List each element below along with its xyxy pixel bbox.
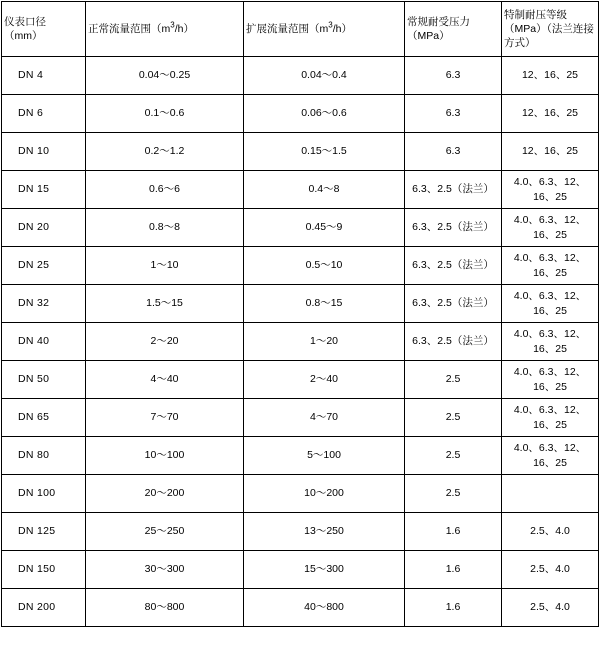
- cell-diameter: DN 10: [2, 133, 86, 171]
- table-row: [2, 551, 599, 589]
- cell-standard-pressure: 2.5: [405, 399, 502, 437]
- cell-standard-pressure: 2.5: [405, 361, 502, 399]
- cell-standard-pressure: 6.3、2.5（法兰）: [405, 171, 502, 209]
- cell-extended-flow: 4～70: [244, 399, 405, 437]
- cell-standard-pressure: 6.3、2.5（法兰）: [405, 209, 502, 247]
- cell-normal-flow: 7～70: [86, 399, 244, 437]
- column-header-diameter-pre: 仪表口径（m: [4, 15, 46, 42]
- cell-extended-flow: 10～200: [244, 475, 405, 513]
- cell-diameter: DN 100: [2, 475, 86, 513]
- table-header: [2, 2, 599, 57]
- table-row: [2, 133, 599, 171]
- cell-normal-flow: 20～200: [86, 475, 244, 513]
- cell-extended-flow: 0.4～8: [244, 171, 405, 209]
- table-row: [2, 513, 599, 551]
- cell-standard-pressure: 1.6: [405, 589, 502, 627]
- cell-normal-flow: 0.1～0.6: [86, 95, 244, 133]
- cell-special-pressure: 4.0、6.3、12、16、25: [502, 361, 599, 399]
- column-header-normal-flow-pre: 正常流量范围（m: [88, 22, 171, 35]
- column-header-special-pressure: 特制耐压等级（MPa）（法兰连接方式）: [502, 2, 599, 57]
- cell-standard-pressure: 2.5: [405, 437, 502, 475]
- column-header-diameter: [2, 2, 86, 57]
- flowmeter-spec-table: [1, 1, 599, 627]
- cell-extended-flow: 0.8～15: [244, 285, 405, 323]
- cell-extended-flow: 0.04～0.4: [244, 57, 405, 95]
- table-row: [2, 437, 599, 475]
- cell-normal-flow: 0.2～1.2: [86, 133, 244, 171]
- table-row: [2, 247, 599, 285]
- cell-special-pressure: 4.0、6.3、12、16、25: [502, 171, 599, 209]
- cell-diameter: DN 4: [2, 57, 86, 95]
- cell-extended-flow: 13～250: [244, 513, 405, 551]
- cell-special-pressure: 4.0、6.3、12、16、25: [502, 399, 599, 437]
- cell-normal-flow: 1.5～15: [86, 285, 244, 323]
- cell-standard-pressure: 6.3: [405, 95, 502, 133]
- cell-special-pressure: 4.0、6.3、12、16、25: [502, 437, 599, 475]
- column-header-extended-flow: [244, 2, 405, 57]
- table-row: [2, 95, 599, 133]
- column-header-normal-flow-post: /h）: [174, 22, 194, 35]
- table-row: [2, 475, 599, 513]
- cell-diameter: DN 20: [2, 209, 86, 247]
- table-row: [2, 361, 599, 399]
- cell-standard-pressure: 6.3、2.5（法兰）: [405, 247, 502, 285]
- cell-diameter: DN 200: [2, 589, 86, 627]
- table-row: [2, 285, 599, 323]
- cell-normal-flow: 30～300: [86, 551, 244, 589]
- cell-special-pressure: 4.0、6.3、12、16、25: [502, 247, 599, 285]
- cell-special-pressure: 12、16、25: [502, 95, 599, 133]
- cell-diameter: DN 80: [2, 437, 86, 475]
- cell-normal-flow: 80～800: [86, 589, 244, 627]
- cell-special-pressure: 4.0、6.3、12、16、25: [502, 209, 599, 247]
- cell-special-pressure: 12、16、25: [502, 133, 599, 171]
- column-header-extended-flow-sup: 3: [328, 20, 333, 30]
- spec-table-sheet: [0, 1, 600, 661]
- table-body: [2, 57, 599, 627]
- column-header-normal-flow-sup: 3: [170, 20, 175, 30]
- cell-extended-flow: 0.45～9: [244, 209, 405, 247]
- cell-normal-flow: 2～20: [86, 323, 244, 361]
- cell-special-pressure: 4.0、6.3、12、16、25: [502, 285, 599, 323]
- cell-standard-pressure: 6.3: [405, 133, 502, 171]
- cell-special-pressure: 2.5、4.0: [502, 551, 599, 589]
- cell-extended-flow: 1～20: [244, 323, 405, 361]
- cell-normal-flow: 1～10: [86, 247, 244, 285]
- table-header-row: [2, 2, 599, 57]
- cell-special-pressure: 2.5、4.0: [502, 513, 599, 551]
- cell-normal-flow: 4～40: [86, 361, 244, 399]
- cell-extended-flow: 0.06～0.6: [244, 95, 405, 133]
- column-header-standard-pressure: 常规耐受压力（MPa）: [405, 2, 502, 57]
- cell-standard-pressure: 1.6: [405, 551, 502, 589]
- column-header-extended-flow-post: /h）: [332, 22, 352, 35]
- cell-standard-pressure: 1.6: [405, 513, 502, 551]
- cell-diameter: DN 32: [2, 285, 86, 323]
- table-row: [2, 209, 599, 247]
- cell-diameter: DN 25: [2, 247, 86, 285]
- cell-diameter: DN 40: [2, 323, 86, 361]
- cell-normal-flow: 0.8～8: [86, 209, 244, 247]
- cell-special-pressure: 2.5、4.0: [502, 589, 599, 627]
- cell-diameter: DN 65: [2, 399, 86, 437]
- cell-normal-flow: 10～100: [86, 437, 244, 475]
- column-header-normal-flow: [86, 2, 244, 57]
- column-header-extended-flow-pre: 扩展流量范围（m: [246, 22, 329, 35]
- cell-standard-pressure: 6.3: [405, 57, 502, 95]
- cell-standard-pressure: 2.5: [405, 475, 502, 513]
- cell-normal-flow: 25～250: [86, 513, 244, 551]
- cell-special-pressure: [502, 475, 599, 513]
- cell-standard-pressure: 6.3、2.5（法兰）: [405, 285, 502, 323]
- cell-extended-flow: 5～100: [244, 437, 405, 475]
- cell-extended-flow: 2～40: [244, 361, 405, 399]
- cell-diameter: DN 15: [2, 171, 86, 209]
- cell-diameter: DN 150: [2, 551, 86, 589]
- cell-standard-pressure: 6.3、2.5（法兰）: [405, 323, 502, 361]
- cell-special-pressure: 4.0、6.3、12、16、25: [502, 323, 599, 361]
- table-row: [2, 589, 599, 627]
- cell-diameter: DN 50: [2, 361, 86, 399]
- cell-diameter: DN 125: [2, 513, 86, 551]
- cell-extended-flow: 15～300: [244, 551, 405, 589]
- cell-special-pressure: 12、16、25: [502, 57, 599, 95]
- table-row: [2, 171, 599, 209]
- cell-normal-flow: 0.04～0.25: [86, 57, 244, 95]
- cell-diameter: DN 6: [2, 95, 86, 133]
- cell-normal-flow: 0.6～6: [86, 171, 244, 209]
- cell-extended-flow: 0.15～1.5: [244, 133, 405, 171]
- cell-extended-flow: 40～800: [244, 589, 405, 627]
- table-row: [2, 399, 599, 437]
- table-row: [2, 323, 599, 361]
- cell-extended-flow: 0.5～10: [244, 247, 405, 285]
- column-header-diameter-post: m）: [23, 30, 43, 42]
- table-row: [2, 57, 599, 95]
